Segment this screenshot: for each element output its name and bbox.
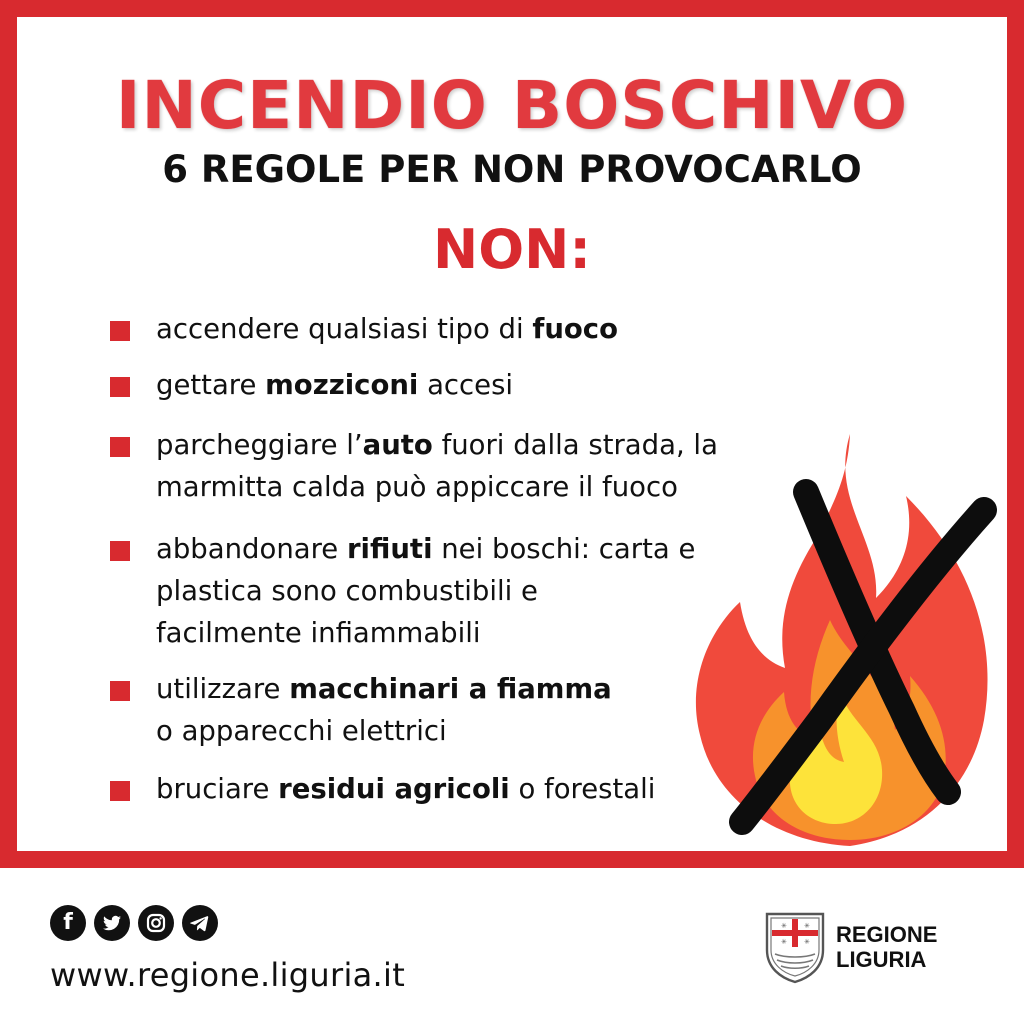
svg-text:✳: ✳: [804, 938, 810, 946]
svg-text:✳: ✳: [781, 938, 787, 946]
rule-keyword: fuoco: [532, 313, 619, 345]
rule-line-2: o apparecchi elettrici: [156, 715, 447, 747]
rule-item: [110, 308, 790, 350]
bullet-square-icon: [110, 541, 130, 561]
rule-keyword: auto: [362, 429, 433, 461]
facebook-icon[interactable]: f: [50, 905, 86, 941]
bullet-square-icon: [110, 437, 130, 457]
telegram-plane-glyph: [182, 905, 218, 941]
regione-liguria-logo-icon: [763, 910, 827, 984]
crossed-out-fire-icon: [680, 430, 1010, 850]
rules-heading: NON:: [433, 218, 591, 281]
svg-text:✳: ✳: [781, 922, 787, 930]
bullet-square-icon: [110, 681, 130, 701]
instagram-camera-glyph: [138, 905, 174, 941]
twitter-icon[interactable]: [94, 905, 130, 941]
svg-text:✳: ✳: [804, 922, 810, 930]
rule-line: utilizzare macchinari a fiamma: [156, 673, 612, 705]
website-url[interactable]: www.regione.liguria.it: [50, 956, 406, 994]
rule-line-2: plastica sono combustibili e: [156, 575, 538, 607]
rule-line: abbandonare rifiuti nei boschi: carta e: [156, 533, 696, 565]
rule-keyword: mozziconi: [265, 369, 419, 401]
poster-title: INCENDIO BOSCHIVO: [115, 67, 909, 144]
rule-keyword: rifiuti: [346, 533, 433, 565]
telegram-icon[interactable]: [182, 905, 218, 941]
bullet-square-icon: [110, 781, 130, 801]
rule-item: [110, 364, 790, 406]
poster-subtitle: 6 REGOLE PER NON PROVOCARLO: [162, 148, 862, 191]
rule-line: parcheggiare l’auto fuori dalla strada, la: [156, 429, 718, 461]
rule-line: accendere qualsiasi tipo di fuoco: [156, 313, 619, 345]
regione-liguria-logo-text: [836, 922, 937, 972]
rule-keyword: macchinari a fiamma: [289, 673, 612, 705]
rule-line-3: facilmente infiammabili: [156, 617, 481, 649]
rule-line: bruciare residui agricoli o forestali: [156, 773, 656, 805]
rule-line: gettare mozziconi accesi: [156, 369, 514, 401]
logo-line-1: REGIONE: [836, 922, 938, 947]
logo-line-2: LIGURIA: [836, 947, 927, 972]
instagram-icon[interactable]: [138, 905, 174, 941]
bullet-square-icon: [110, 321, 130, 341]
rule-keyword: residui agricoli: [278, 773, 510, 805]
bullet-square-icon: [110, 377, 130, 397]
twitter-bird-glyph: [94, 905, 130, 941]
rule-line-2: marmitta calda può appiccare il fuoco: [156, 471, 678, 503]
